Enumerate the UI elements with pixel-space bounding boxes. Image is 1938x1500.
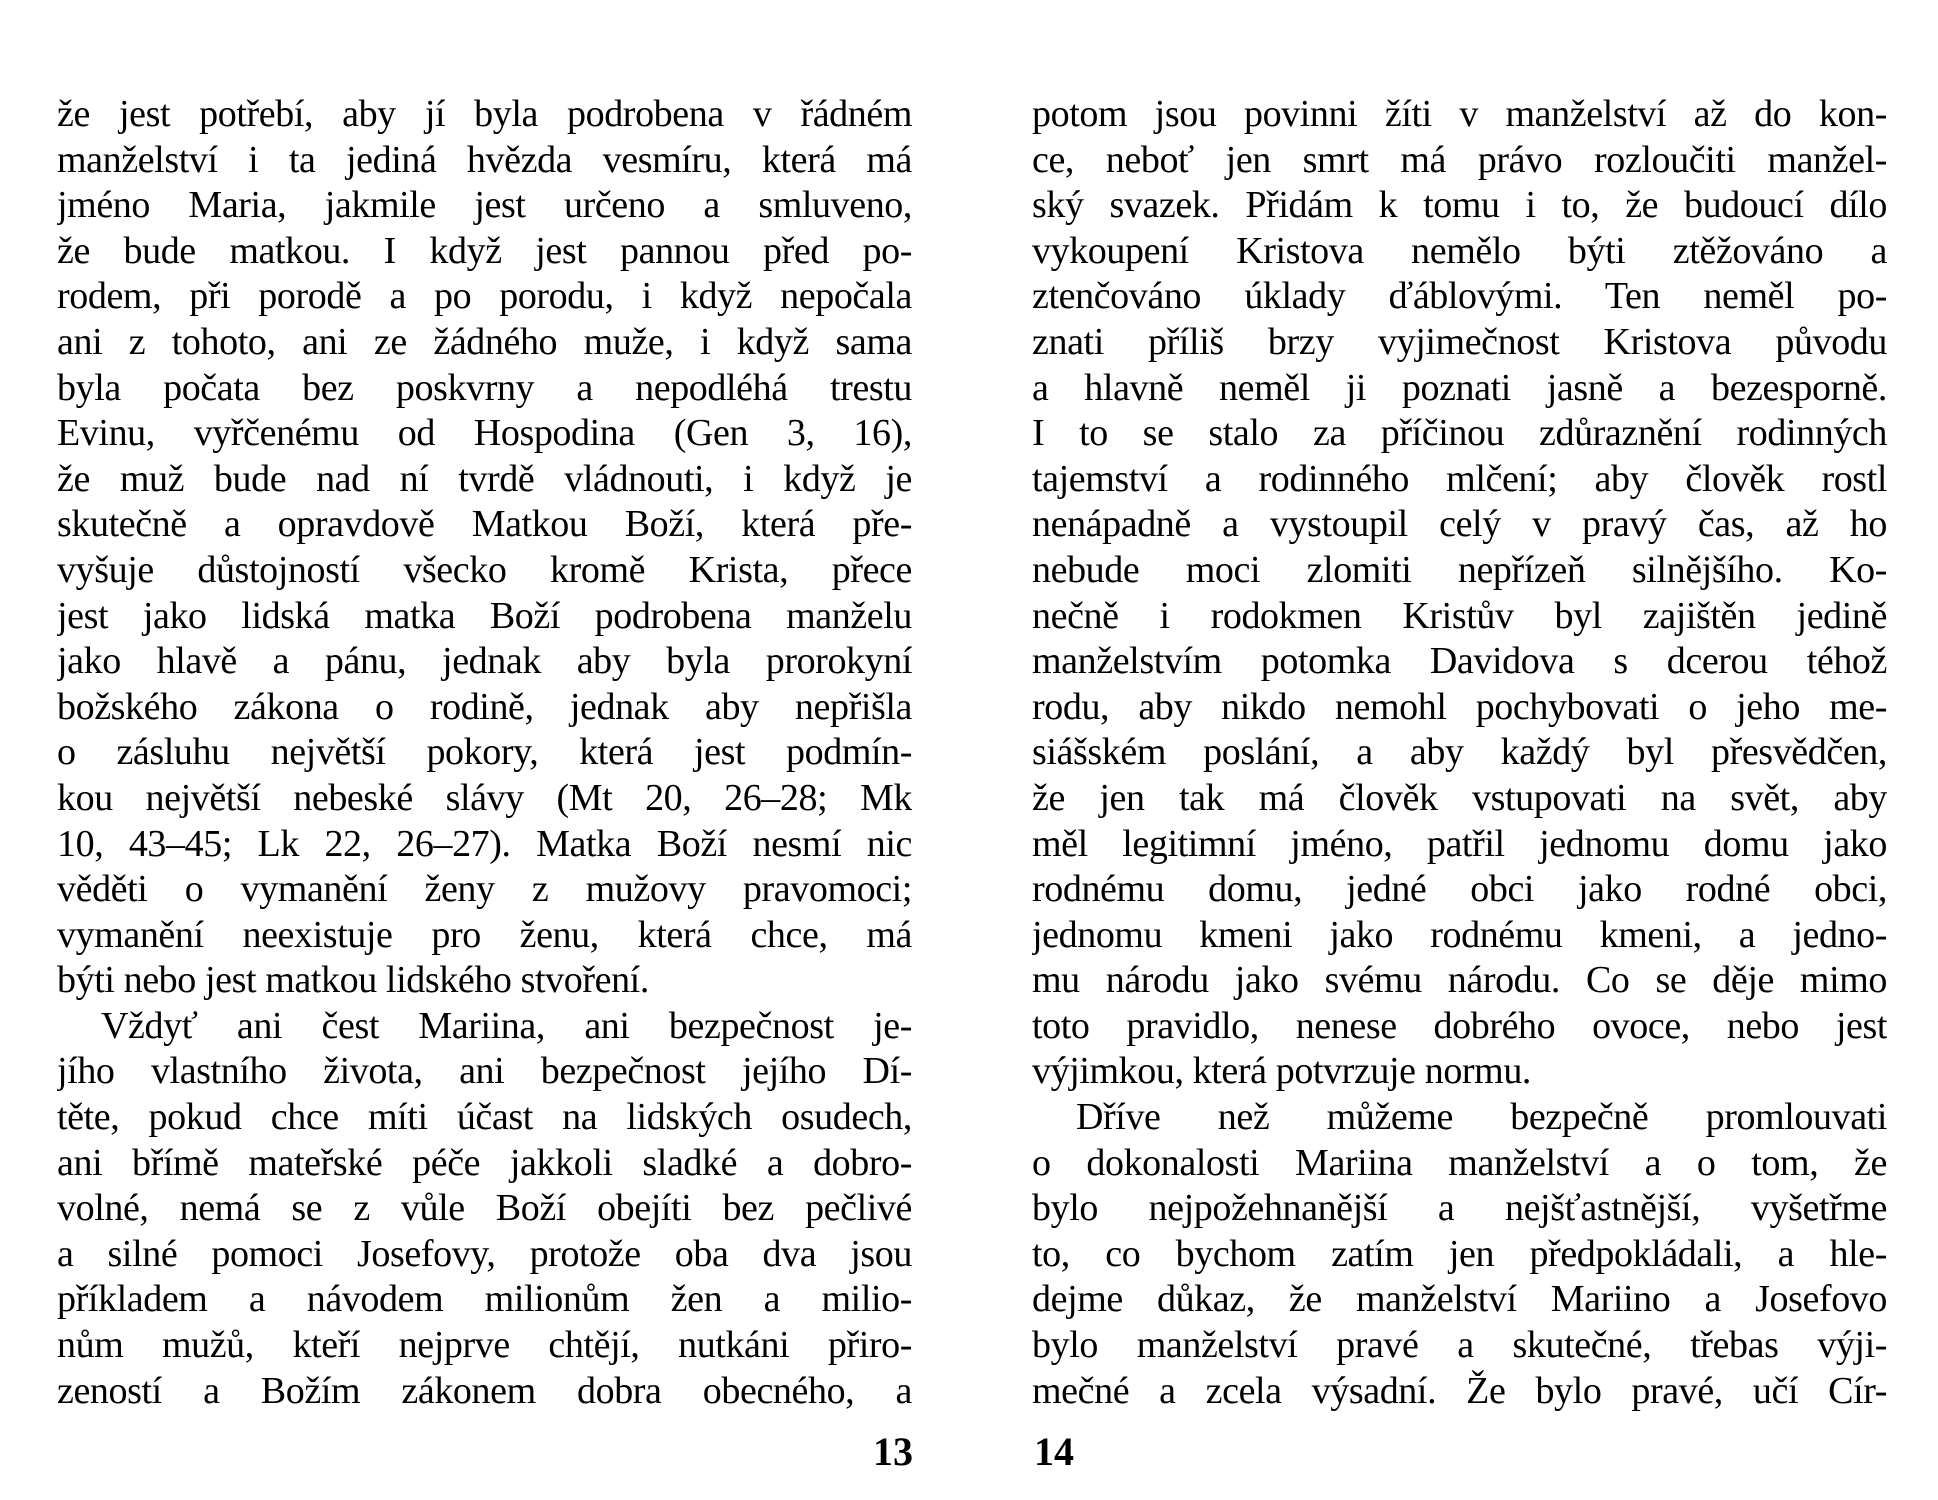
text-line: nenápadně a vystoupil celý v pravý čas, až ho	[1032, 503, 1887, 546]
text-line: jednomu kmeni jako rodnému kmeni, a jedno-	[1032, 913, 1887, 956]
right-page-text	[1032, 92, 1887, 1414]
paragraph-last-line: býti nebo jest matkou lidského stvoření.	[57, 959, 649, 1002]
paragraph-first-line: Dříve než můžeme bezpečně promlouvati	[1076, 1096, 1887, 1139]
text-line: znati příliš brzy vyjimečnost Kristova původu	[1032, 320, 1887, 363]
text-line: měl legitimní jméno, patřil jednomu domu jako	[1032, 822, 1887, 865]
text-line: a hlavně neměl ji poznati jasně a bezesporně.	[1032, 366, 1887, 409]
text-line: příkladem a návodem milionům žen a milio-	[57, 1278, 912, 1321]
text-line: nům mužů, kteří nejprve chtějí, nutkáni přiro-	[57, 1324, 912, 1367]
text-line: mečné a zcela výsadní. Že bylo pravé, učí Cír-	[1032, 1369, 1887, 1412]
text-line: rodem, při porodě a po porodu, i když nepočala	[57, 275, 912, 318]
text-line: rodnému domu, jedné obci jako rodné obci,	[1032, 868, 1887, 911]
paragraph-last-line: výjimkou, která potvrzuje normu.	[1032, 1050, 1532, 1093]
left-page-text	[57, 92, 912, 1414]
text-line: tajemství a rodinného mlčení; aby člověk rostl	[1032, 457, 1887, 500]
text-line: volné, nemá se z vůle Boží obejíti bez pečlivé	[57, 1187, 912, 1230]
text-line: těte, pokud chce míti účast na lidských osudech,	[57, 1096, 912, 1139]
text-line: že jen tak má člověk vstupovati na svět, aby	[1032, 776, 1887, 819]
text-line: I to se stalo za příčinou zdůraznění rodinných	[1032, 412, 1887, 455]
text-line: nebude moci zlomiti nepřízeň silnějšího. Ko-	[1032, 548, 1887, 591]
page-number-right: 14	[1034, 1429, 1074, 1474]
text-line: bylo nejpožehnanější a nejšťastnější, vyšetřme	[1032, 1187, 1887, 1230]
text-line: rodu, aby nikdo nemohl pochybovati o jeho me-	[1032, 685, 1887, 728]
text-line: 10, 43–45; Lk 22, 26–27). Matka Boží nesmí nic	[57, 822, 912, 865]
text-line: vyšuje důstojností všecko kromě Krista, přece	[57, 548, 912, 591]
text-line: dejme důkaz, že manželství Mariino a Josefovo	[1032, 1278, 1887, 1321]
text-line: jest jako lidská matka Boží podrobena manželu	[57, 594, 912, 637]
text-line: že muž bude nad ní tvrdě vládnouti, i když je	[57, 457, 912, 500]
text-line: že bude matkou. I když jest pannou před po-	[57, 229, 912, 272]
text-line: vymanění neexistuje pro ženu, která chce, má	[57, 913, 912, 956]
text-line: siášském poslání, a aby každý byl přesvědčen,	[1032, 731, 1887, 774]
text-line: o dokonalosti Mariina manželství a o tom, že	[1032, 1141, 1887, 1184]
text-line: ani břímě mateřské péče jakkoli sladké a dobro-	[57, 1141, 912, 1184]
text-line: že jest potřebí, aby jí byla podrobena v řádném	[57, 93, 912, 135]
text-line: potom jsou povinni žíti v manželství až do kon-	[1032, 93, 1887, 135]
text-line: kou největší nebeské slávy (Mt 20, 26–28; Mk	[57, 776, 912, 819]
text-line: mu národu jako svému národu. Co se děje mimo	[1032, 959, 1887, 1002]
text-line: manželství i ta jediná hvězda vesmíru, která má	[57, 138, 912, 181]
text-line: to, co bychom zatím jen předpokládali, a hle-	[1032, 1232, 1887, 1275]
text-line: věděti o vymanění ženy z mužovy pravomoci;	[57, 868, 912, 911]
text-line: ztenčováno úklady ďáblovými. Ten neměl po-	[1032, 275, 1887, 318]
text-line: bylo manželství pravé a skutečné, třebas výji-	[1032, 1324, 1887, 1367]
text-line: ský svazek. Přidám k tomu i to, že budoucí dílo	[1032, 184, 1887, 227]
page-number-left: 13	[873, 1429, 913, 1474]
text-line: jméno Maria, jakmile jest určeno a smluveno,	[57, 184, 912, 227]
paragraph-first-line: Vždyť ani čest Mariina, ani bezpečnost je-	[101, 1004, 912, 1047]
text-line: božského zákona o rodině, jednak aby nepřišla	[57, 685, 912, 728]
text-line: a silné pomoci Josefovy, protože oba dva jsou	[57, 1232, 912, 1275]
text-line: ce, neboť jen smrt má právo rozloučiti manžel-	[1032, 138, 1887, 181]
text-line: vykoupení Kristova nemělo býti ztěžováno a	[1032, 229, 1887, 272]
text-line: nečně i rodokmen Kristův byl zajištěn jedině	[1032, 594, 1887, 637]
text-line: skutečně a opravdově Matkou Boží, která pře-	[57, 503, 912, 546]
text-line: manželstvím potomka Davidova s dcerou téhož	[1032, 640, 1887, 683]
text-line: o zásluhu největší pokory, která jest podmín-	[57, 731, 912, 774]
text-line: jako hlavě a pánu, jednak aby byla prorokyní	[57, 640, 912, 683]
text-line: Evinu, vyřčenému od Hospodina (Gen 3, 16),	[57, 412, 912, 455]
text-line: ani z tohoto, ani ze žádného muže, i když sama	[57, 320, 912, 363]
text-line: byla počata bez poskvrny a nepodléhá trestu	[57, 366, 912, 409]
text-line: jího vlastního života, ani bezpečnost jejího Dí-	[57, 1050, 912, 1093]
text-line: toto pravidlo, nenese dobrého ovoce, nebo jest	[1032, 1004, 1887, 1047]
text-line: zeností a Božím zákonem dobra obecného, a	[57, 1369, 912, 1412]
